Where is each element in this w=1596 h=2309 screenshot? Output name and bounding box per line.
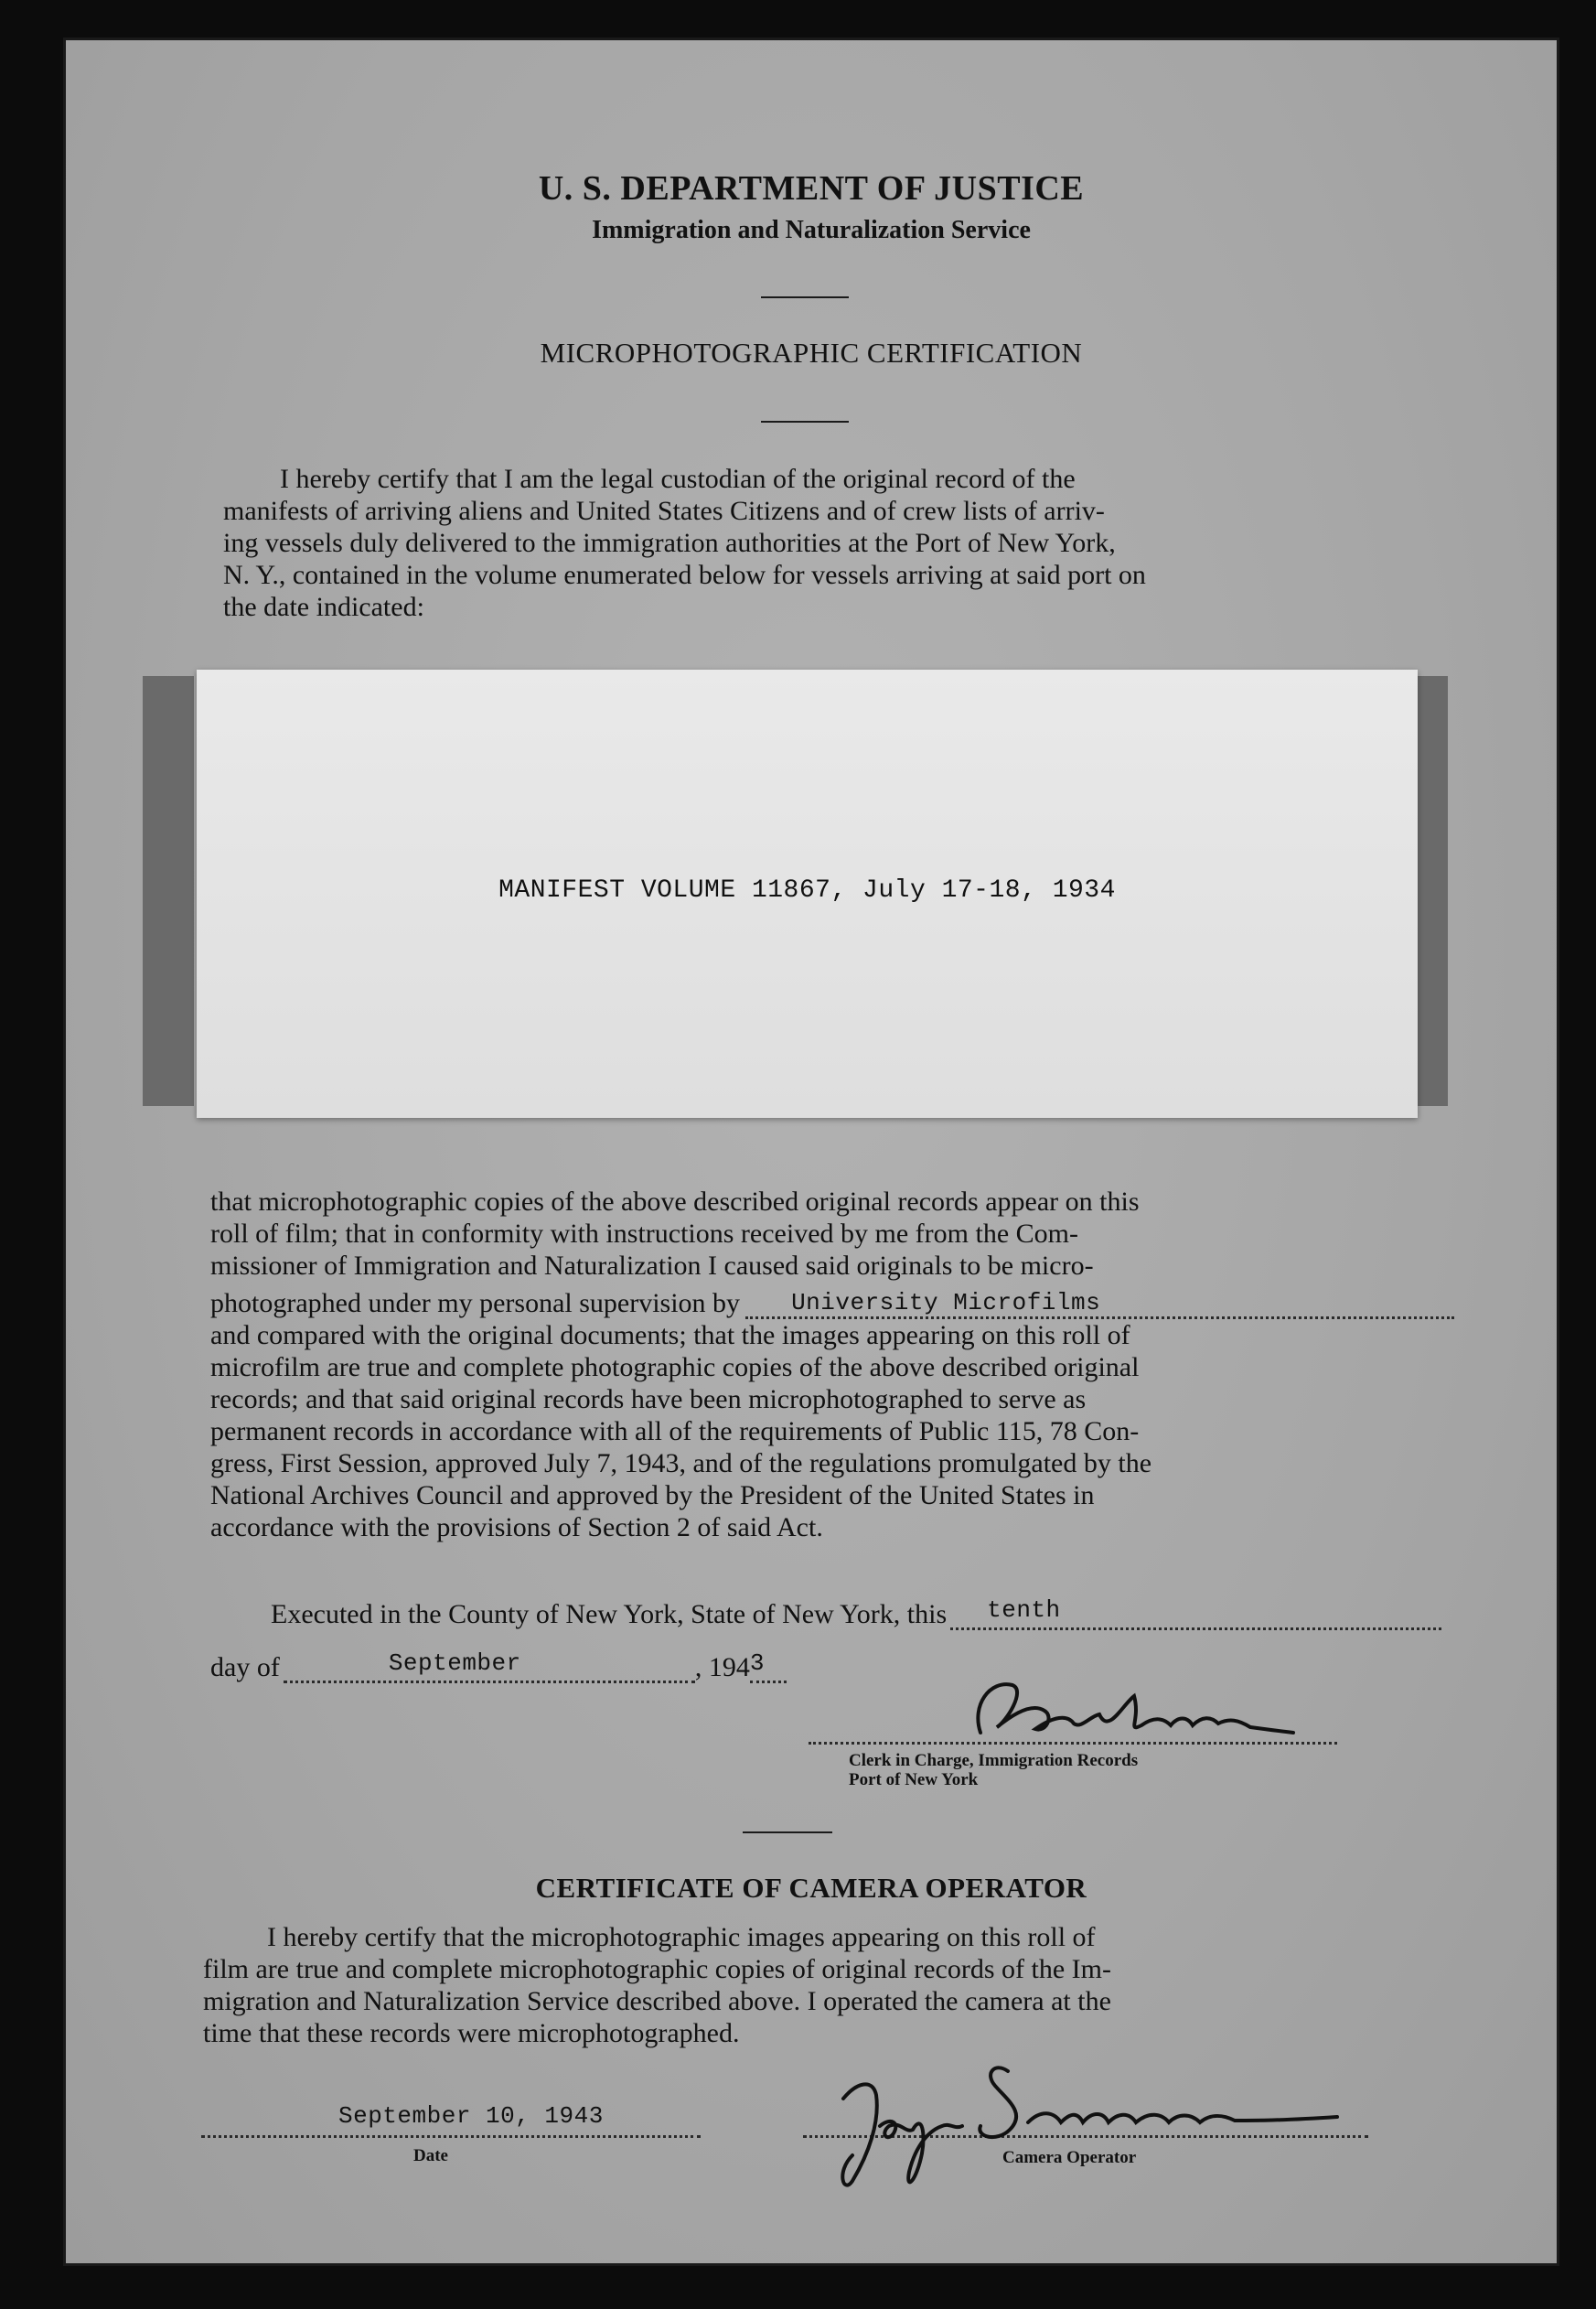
date-label: Date [413, 2146, 448, 2165]
divider-top [761, 296, 849, 298]
department-title: U. S. DEPARTMENT OF JUSTICE [538, 169, 1085, 208]
operator-signature [788, 2035, 1355, 2199]
camera-line: film are true and complete microphotographic copies of original records of the Im- [203, 1954, 1111, 1984]
executed-day-fill [950, 1596, 1441, 1630]
service-subtitle: Immigration and Naturalization Service [592, 216, 1031, 244]
day-of-label: day of [210, 1652, 280, 1682]
body-line: microfilm are true and complete photographic copies of the above described original [210, 1352, 1140, 1382]
body-paragraph [210, 1186, 1454, 1543]
clerk-signature [962, 1669, 1301, 1751]
camera-certificate-heading: CERTIFICATE OF CAMERA OPERATOR [535, 1872, 1087, 1904]
certification-heading: MICROPHOTOGRAPHIC CERTIFICATION [540, 337, 1083, 369]
camera-line: time that these records were microphotographed. [203, 2018, 740, 2048]
body-line: National Archives Council and approved by the President of the United States in [210, 1480, 1095, 1510]
filmed-by-value: University Microfilms [791, 1289, 1101, 1316]
year-digit-value: 3 [749, 1649, 765, 1677]
insert-shadow-left [143, 676, 194, 1106]
executed-day-value: tenth [987, 1596, 1061, 1624]
body-line: permanent records in accordance with all of the requirements of Public 115, 78 Con- [210, 1416, 1140, 1446]
clerk-caption-line: Port of New York [849, 1770, 979, 1789]
body-line: records; and that said original records have been microphotographed to serve as [210, 1384, 1087, 1414]
month-value: September [388, 1649, 521, 1677]
month-fill [284, 1649, 695, 1683]
body-line: roll of film; that in conformity with instructions received by me from the Com- [210, 1219, 1078, 1249]
manifest-volume-text: MANIFEST VOLUME 11867, July 17-18, 1934 [498, 876, 1116, 905]
intro-line: I hereby certify that I am the legal custodian of the original record of the [280, 464, 1076, 494]
camera-line: migration and Naturalization Service described above. I operated the camera at the [203, 1986, 1111, 2016]
date-value: September 10, 1943 [338, 2102, 604, 2130]
clerk-caption [849, 1751, 1306, 1789]
intro-line: the date indicated: [223, 592, 424, 622]
operator-label: Camera Operator [1002, 2148, 1137, 2167]
intro-paragraph [223, 463, 1454, 623]
camera-certificate-paragraph [203, 1921, 1441, 2049]
year-prefix: , 194 [694, 1652, 750, 1682]
camera-line: I hereby certify that the microphotographic images appearing on this roll of [267, 1922, 1096, 1952]
manifest-insert [197, 670, 1418, 1118]
body-line: missioner of Immigration and Naturalization I caused said originals to be micro- [210, 1251, 1094, 1281]
divider-bottom [743, 1831, 832, 1833]
body-line: accordance with the provisions of Section 2 of said Act. [210, 1512, 823, 1542]
day-of-line [210, 1647, 942, 1683]
intro-line: ing vessels duly delivered to the immigration authorities at the Port of New York, [223, 528, 1116, 558]
divider-mid [761, 421, 849, 423]
clerk-caption-line: Clerk in Charge, Immigration Records [849, 1751, 1139, 1770]
body-line: and compared with the original documents; that the images appearing on this roll of [210, 1320, 1130, 1350]
executed-line [271, 1594, 1441, 1630]
date-line [201, 2102, 701, 2138]
supervision-line [210, 1287, 1454, 1319]
supervision-prefix: photographed under my personal supervision by [210, 1288, 741, 1318]
body-line: that microphotographic copies of the above described original records appear on this [210, 1187, 1140, 1217]
intro-line: N. Y., contained in the volume enumerated below for vessels arriving at said port on [223, 560, 1146, 590]
executed-prefix: Executed in the County of New York, State of New York, this [271, 1599, 948, 1629]
supervision-fill [745, 1289, 1454, 1319]
intro-line: manifests of arriving aliens and United States Citizens and of crew lists of arriv- [223, 496, 1105, 526]
certificate-page [66, 40, 1557, 2263]
body-line: gress, First Session, approved July 7, 1943, and of the regulations promulgated by the [210, 1448, 1152, 1478]
year-fill [749, 1649, 787, 1683]
